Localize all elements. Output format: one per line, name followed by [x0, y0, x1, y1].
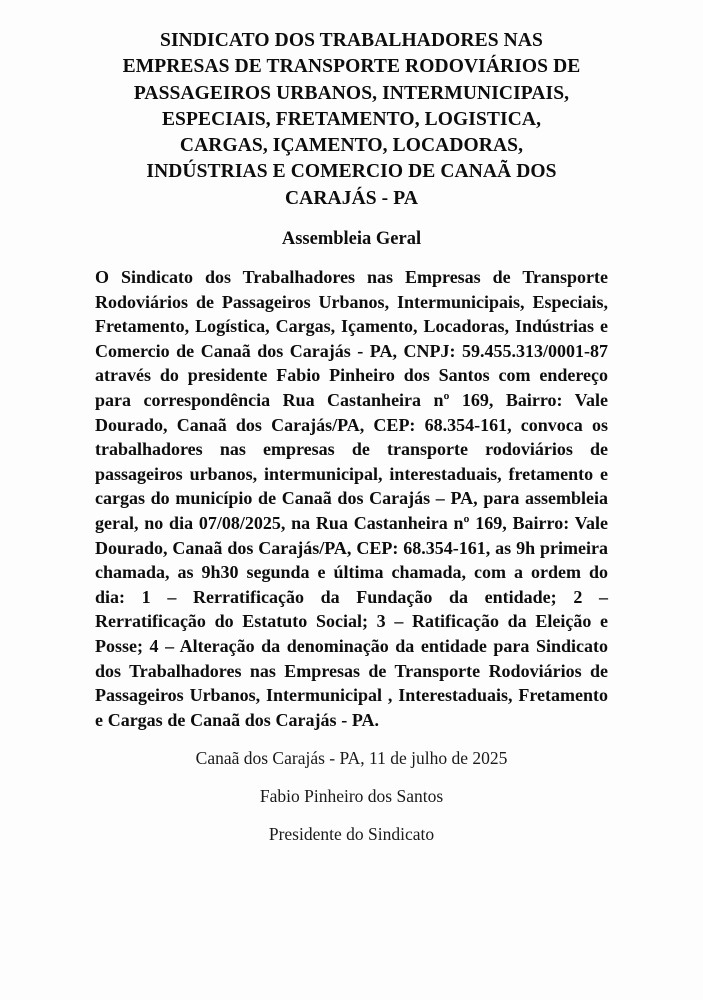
title-line: PASSAGEIROS URBANOS, INTERMUNICIPAIS, [133, 82, 570, 104]
title-line: INDÚSTRIAS E COMERCIO DE CANAÃ DOS [146, 161, 557, 183]
title-line: ESPECIAIS, FRETAMENTO, LOGISTICA, [161, 108, 542, 130]
signature-role: Presidente do Sindicato [268, 824, 435, 845]
title-line: CARAJÁS - PA [285, 187, 418, 209]
title-line: SINDICATO DOS TRABALHADORES NAS [160, 30, 543, 51]
convocation-paragraph: O Sindicato dos Trabalhadores nas Empresas de Transporte Rodoviários de Passageiros Urbanos, Intermunicipais, Especiais, Fretamento, Logística, Cargas, Içamento, Locadoras, Indústrias e Comercio de Canaã dos Carajás - PA, CNPJ: 59.455.313/0001-87 através do presidente Fabio Pinheiro dos Santos com endereço para correspondência Rua Castanheira nº 169, Bairro: Vale Dourado, Canaã dos Carajás/PA, CEP: 68.354-161, convoca os trabalhadores nas empresas de transporte rodoviários de passageiros urbanos, intermunicipal, interestaduais, fretamento e cargas do município de Canaã dos Carajás – PA, para assembleia geral, no dia 07/08/2025, na Rua Castanheira nº 169, Bairro: Vale Dourado, Canaã dos Carajás/PA, CEP: 68.354-161, as 9h primeira chamada, as 9h30 segunda e última chamada, com a ordem do dia: 1 – Rerratificação da Fundação da entidade; 2 – Rerratificação do Estatuto Social; 3 – Ratificação da Eleição e Posse; 4 – Alteração da denominação da entidade para Sindicato dos Trabalhadores nas Empresas de Transporte Rodoviários de Passageiros Urbanos, Intermunicipal , Interestaduais, Fretamento e Cargas de Canaã dos Carajás - PA. [95, 267, 608, 730]
signature-block [0, 732, 703, 845]
title-line: CARGAS, IÇAMENTO, LOCADORAS, [179, 135, 524, 157]
signature-name: Fabio Pinheiro dos Santos [259, 786, 444, 807]
signature-place-date: Canaã dos Carajás - PA, 11 de julho de 2025 [195, 748, 508, 769]
document-body [0, 251, 703, 732]
page-title [0, 0, 703, 212]
title-line: EMPRESAS DE TRANSPORTE RODOVIÁRIOS DE [122, 56, 581, 78]
document-subtitle: Assembleia Geral [281, 229, 422, 250]
